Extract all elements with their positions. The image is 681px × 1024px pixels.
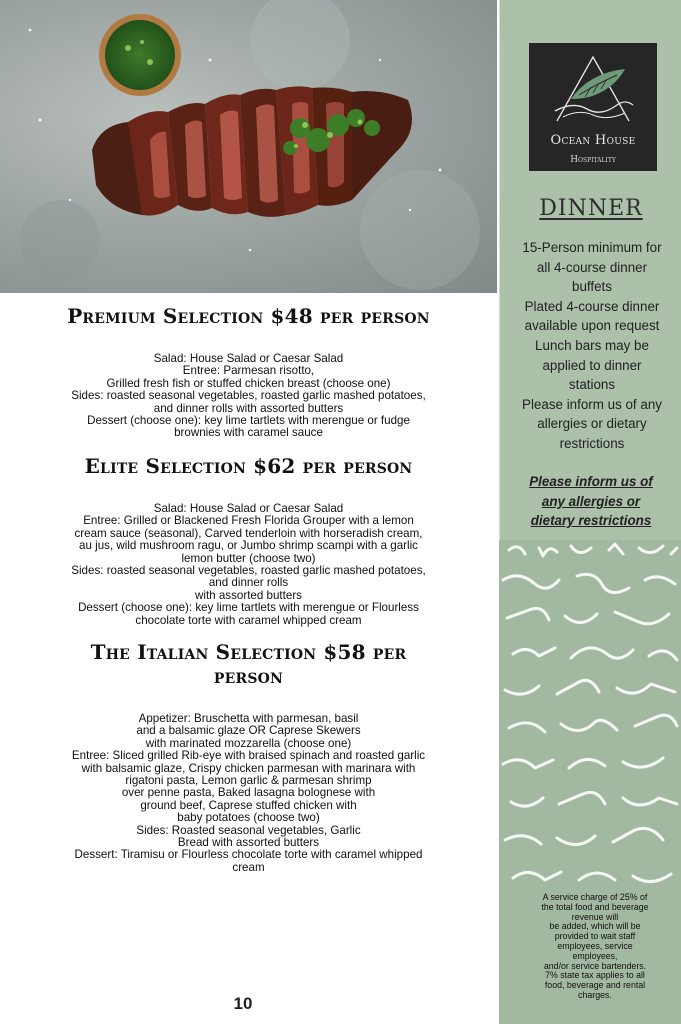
dinner-info: 15-Person minimum for all 4-course dinner buffets Plated 4-course dinner available upon request Lunch bars may be applied to dinner stations Please inform us of any allergies or dietary restrictions	[522, 240, 662, 451]
premium-selection-title: Premium Selection $48 per person	[67, 304, 430, 328]
italian-selection-title: The Italian Selection $58 per person	[90, 640, 407, 688]
logo-subtitle: Hospitality	[570, 155, 616, 165]
steak-illustration	[0, 0, 497, 293]
service-charge-note: A service charge of 25% of the total food and beverage revenue will be added, which will be provided to wait staff employees, service employees, and/or service bartenders. 7% state tax applies to all food, beverage and rental charges.	[541, 892, 649, 1000]
premium-selection-details: Salad: House Salad or Caesar Salad Entree: Parmesan risotto, Grilled fresh fish or stuffed chicken breast (choose one) Sides: roasted seasonal vegetables, roasted garlic mashed potatoes, and dinner rolls with assorted butters Dessert (choose one): key lime tartlets with merengue or fudge brownies with caramel sauce	[71, 352, 426, 440]
sidebar-info-panel	[499, 0, 681, 540]
steak-photo	[0, 0, 497, 293]
sidebar	[499, 0, 681, 1024]
dinner-heading: DINNER	[539, 196, 643, 221]
ocean-house-logo-icon	[529, 43, 657, 133]
elite-selection-details: Salad: House Salad or Caesar Salad Entree: Grilled or Blackened Fresh Florida Grouper with a lemon cream sauce (seasonal), Carved tenderloin with horseradish cream, au jus, wild mushroom ragu, or Jumbo shrimp scampi with a garlic lemon butter (choose two) Sides: roasted seasonal vegetables, roasted garlic mashed potatoes, and dinner rolls with assorted butters Dessert (choose one): key lime tartlets with merengue or Flourless chocolate torte with caramel whipped cream	[71, 502, 426, 627]
page-number: 10	[233, 994, 253, 1013]
allergy-note: Please inform us of any allergies or dietary restrictions	[529, 474, 653, 529]
italian-selection-details: Appetizer: Bruschetta with parmesan, basil and a balsamic glaze OR Caprese Skewers with marinated mozzarella (choose one) Entree: Sliced grilled Rib-eye with braised spinach and roasted garlic with balsamic glaze, Crispy chicken parmesan with marinara with rigatoni pasta, Lemon garlic & parmesan shrimp over penne pasta, Baked lasagna bolognese with ground beef, Caprese stuffed chicken with baby potatoes (choose two) Sides: Roasted seasonal vegetables, Garlic Bread with assorted butters Dessert: Tiramisu or Flourless chocolate torte with caramel whipped cream	[71, 712, 426, 874]
logo-name: Ocean House	[550, 133, 636, 148]
elite-selection-title: Elite Selection $62 per person	[84, 454, 413, 478]
logo	[529, 43, 657, 171]
